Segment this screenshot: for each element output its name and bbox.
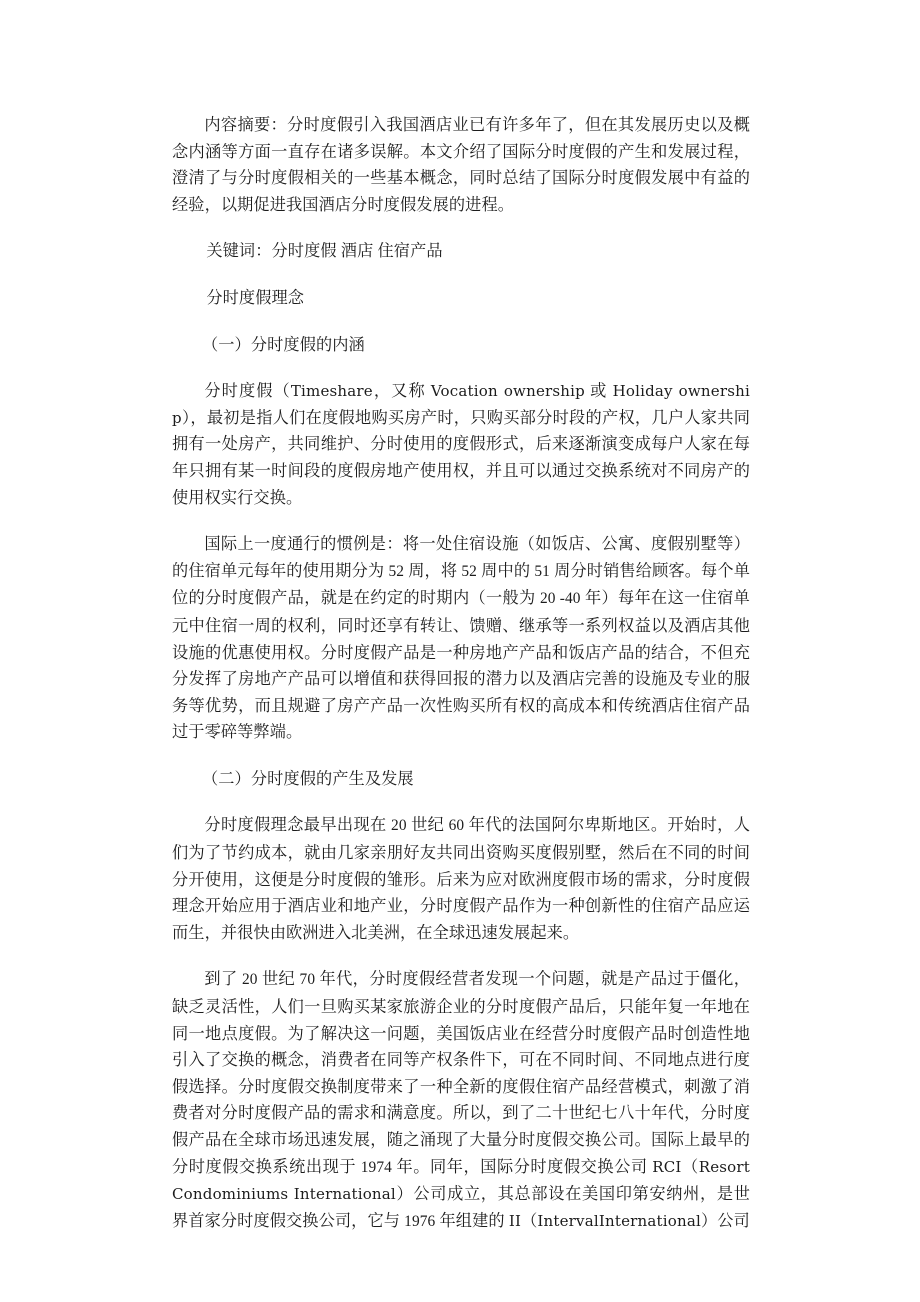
paragraph-origin xyxy=(172,812,750,946)
abstract-paragraph xyxy=(172,112,750,218)
text-run-num: 1974 xyxy=(360,1158,392,1176)
text-run-num: 20 -40 xyxy=(539,590,581,608)
text-run-cjk: 国际上一度通行的惯例是：将一处住宿设施（如饭店、公寓、度假别墅等）的住宿单元每年的使用期分为 xyxy=(172,535,750,580)
text-run-num: 52 xyxy=(388,562,405,580)
paragraph-definition xyxy=(172,378,750,511)
abstract-label: 内容摘要： xyxy=(204,116,288,134)
text-run-num: 52 xyxy=(461,562,477,580)
text-run-latin: RCI xyxy=(652,1157,682,1176)
text-run-latin: Resort Condominiums International xyxy=(172,1157,751,1204)
section-title: 分时度假理念 xyxy=(206,288,305,307)
text-run-cjk: 年代，分时度假经营者发现一个问题，就是产品过于僵化，缺乏灵活性，人们一旦购买某家旅游企业的分时度假产品后，只能年复一年地在同一地点度假。为了解决这一问题，美国饭店业在经营分时度假产品时创造性地引入了交换的概念，消费者在同等产权条件下，可在不同时间、不同地点进行度假选择。分时度假交换制度带来了一种全新的度假住宿产品经营模式，刺激了消费者对分时度假产品的需求和满意度。所以，到了二十世纪七八十年代，分时度假产品在全球市场迅速发展，随之涌现了大量分时度假交换公司。国际上最早的分时度假交换系统出现于 xyxy=(172,970,750,1176)
paragraph-practice xyxy=(172,531,750,746)
text-run-latin: Vocation ownership xyxy=(430,382,585,401)
text-run-cjk: （ xyxy=(521,1211,538,1230)
text-run-cjk: （ xyxy=(681,1157,699,1176)
text-run-cjk: 分时度假（ xyxy=(204,382,291,401)
text-run-cjk: 年）每年在这一住宿单元中住宿一周的权利，同时还享有转让、馈赠、继承等一系列权益以及酒店其他设施的优惠使用权。分时度假产品是一种房地产产品和饭店产品的结合，不但充分发挥了房地产产品可以增值和获得回报的潜力以及酒店完善的设施及专业的服务等优势，而且规避了房产产品一次性购买所有权的高成本和传统酒店住宿产品过于零碎等弊端。 xyxy=(172,589,750,742)
heading-section-2: （二）分时度假的产生及发展 xyxy=(201,769,414,788)
heading-section-1: （一）分时度假的内涵 xyxy=(201,335,365,354)
text-run-num: 20 xyxy=(391,817,407,835)
text-run-num: 20 xyxy=(241,971,258,989)
text-run-cjk: 周分时销售给顾客。每个单位的分时度假产品，就是在约定的时期内（一般为 xyxy=(172,561,751,608)
keywords-line: 关键词：分时度假 酒店 住宿产品 xyxy=(206,242,443,261)
text-run-cjk: 周，将 xyxy=(404,561,462,580)
text-run-cjk: 年。同年，国际分时度假交换公司 xyxy=(391,1157,653,1176)
text-run-cjk: 周中的 xyxy=(476,561,535,580)
document-text-column xyxy=(172,112,750,1235)
text-run-latin: Timeshare xyxy=(290,382,373,401)
text-run-num: 70 xyxy=(299,971,316,989)
text-run-cjk: 年组建的 xyxy=(435,1211,509,1230)
text-run-cjk: ，又称 xyxy=(372,382,431,401)
text-run-num: 1976 xyxy=(404,1212,436,1230)
text-run-num: 60 xyxy=(448,817,465,835)
text-run-cjk: 世纪 xyxy=(257,970,300,989)
text-run-cjk: 或 xyxy=(584,382,613,401)
text-run-cjk: ）公司 xyxy=(700,1211,750,1230)
text-run-cjk: 到了 xyxy=(204,970,242,989)
text-run-latin: II xyxy=(508,1211,522,1230)
abstract-body: 分时度假引入我国酒店业已有许多年了，但在其发展历史以及概念内涵等方面一直存在诸多误解。本文介绍了国际分时度假的产生和发展过程，澄清了与分时度假相关的一些基本概念，同时总结了国际分时度假发展中有益的经验，以期促进我国酒店分时度假发展的进程。 xyxy=(172,116,750,214)
text-run-cjk: 分时度假理念最早出现在 xyxy=(204,816,392,835)
text-run-latin: IntervalInternational xyxy=(537,1211,701,1230)
text-run-num: 51 xyxy=(534,562,550,580)
text-run-cjk: 年代的法国阿尔卑斯地区。开始时，人们为了节约成本，就由几家亲朋好友共同出资购买度假别墅，然后在不同的时间分开使用，这便是分时度假的雏形。后来为应对欧洲度假市场的需求，分时度假理念开始应用于酒店业和地产业，分时度假产品作为一种创新性的住宿产品应运而生，并很快由欧洲进入北美洲，在全球迅速发展起来。 xyxy=(172,816,750,942)
text-run-cjk: 世纪 xyxy=(406,816,449,835)
text-run-latin: Holiday ownership xyxy=(172,382,750,427)
text-run-cjk: ）公司成立，其总部设在美国印第安纳州，是世界首家分时度假交换公司，它与 xyxy=(172,1185,750,1230)
paragraph-exchange xyxy=(172,966,750,1235)
text-run-cjk: ），最初是指人们在度假地购买房产时，只购买部分时段的产权，几户人家共同拥有一处房产，共同维护、分时使用的度假形式，后来逐渐演变成每户人家在每年只拥有某一时间段的度假房地产使用权，并且可以通过交换系统对不同房产的使用权实行交换。 xyxy=(172,408,750,507)
